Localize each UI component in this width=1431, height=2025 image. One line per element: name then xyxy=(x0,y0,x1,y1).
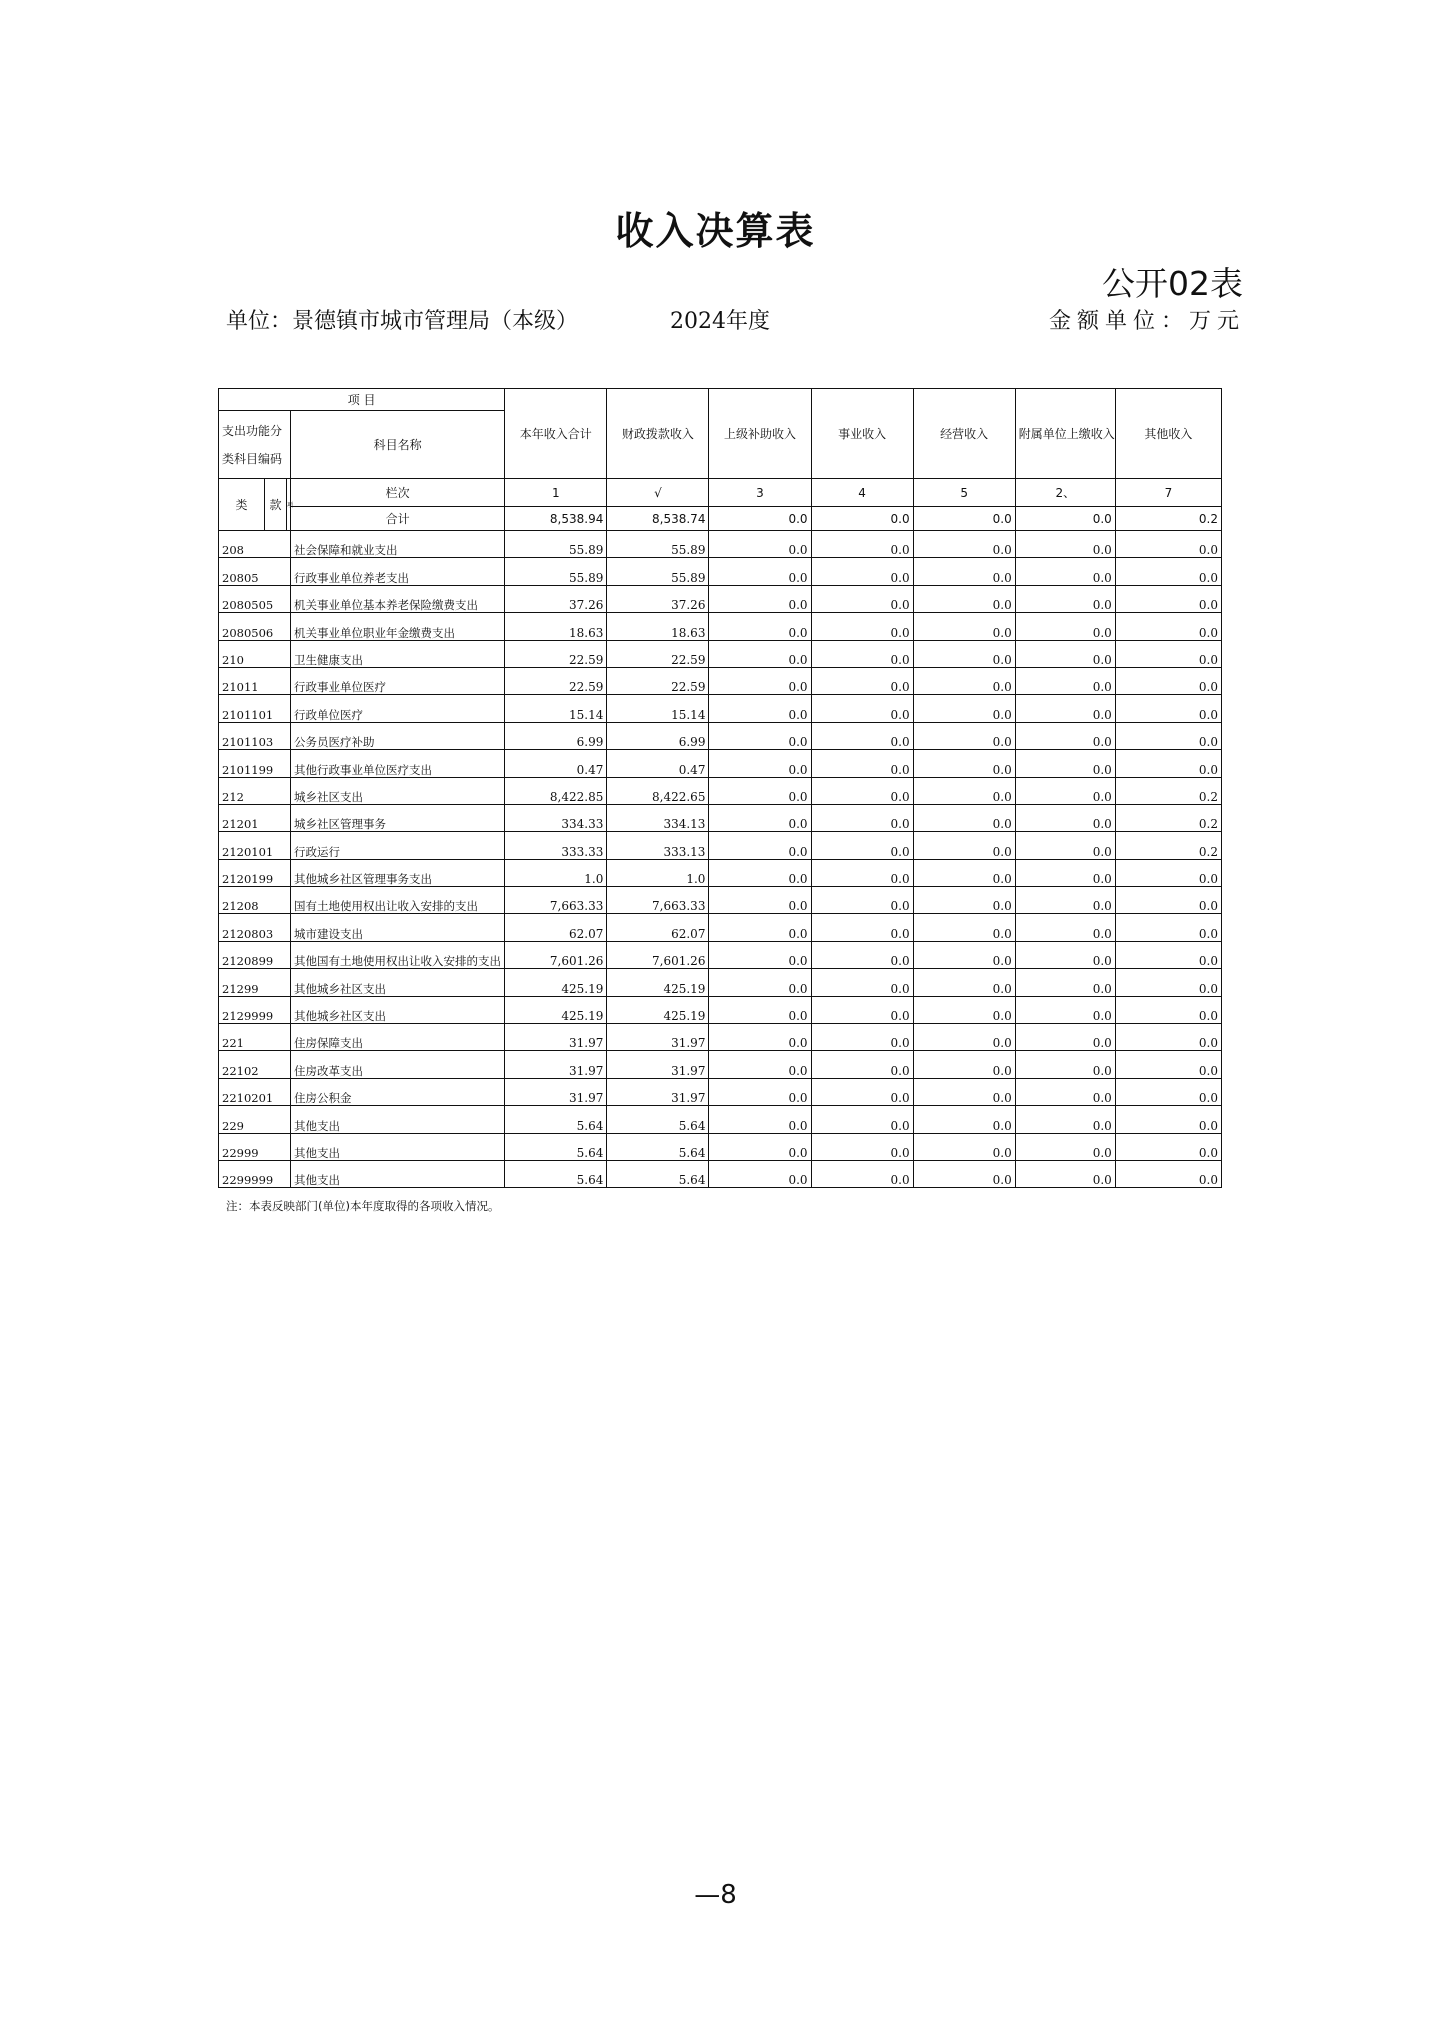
amount-cell: 0.0 xyxy=(913,941,1015,968)
subject-name: 行政事业单位医疗 xyxy=(291,667,505,694)
subject-code: 21011 xyxy=(219,667,291,694)
amount-cell: 0.0 xyxy=(811,558,913,585)
amount-cell: 0.0 xyxy=(709,750,811,777)
amount-cell: 0.0 xyxy=(913,640,1015,667)
total-value: 8,538.74 xyxy=(607,507,709,531)
lanci-num: √ xyxy=(607,479,709,507)
table-row xyxy=(219,832,1222,859)
amount-cell: 5.64 xyxy=(607,1160,709,1187)
total-value: 0.0 xyxy=(913,507,1015,531)
subject-code: 212 xyxy=(219,777,291,804)
amount-cell: 0.0 xyxy=(913,859,1015,886)
subject-code: 2120199 xyxy=(219,859,291,886)
amount-cell: 0.0 xyxy=(1115,969,1221,996)
amount-cell: 0.0 xyxy=(1015,1160,1115,1187)
subject-code: 22102 xyxy=(219,1051,291,1078)
table-row xyxy=(219,558,1222,585)
amount-cell: 1.0 xyxy=(607,859,709,886)
amount-cell: 62.07 xyxy=(607,914,709,941)
amount-cell: 0.0 xyxy=(1115,1024,1221,1051)
subject-name: 卫生健康支出 xyxy=(291,640,505,667)
amount-cell: 0.0 xyxy=(1115,914,1221,941)
amount-cell: 5.64 xyxy=(607,1106,709,1133)
amount-cell: 22.59 xyxy=(607,640,709,667)
table-row xyxy=(219,695,1222,722)
amount-cell: 0.0 xyxy=(1115,1160,1221,1187)
amount-cell: 0.0 xyxy=(709,887,811,914)
amount-cell: 0.0 xyxy=(1015,1024,1115,1051)
subject-name: 社会保障和就业支出 xyxy=(291,531,505,558)
amount-cell: 0.0 xyxy=(709,914,811,941)
table-row xyxy=(219,722,1222,749)
col-header: 事业收入 xyxy=(811,389,913,479)
amount-cell: 0.0 xyxy=(1015,941,1115,968)
amount-cell: 0.0 xyxy=(913,1024,1015,1051)
xiang-header: 项 xyxy=(287,479,291,531)
amount-cell: 0.0 xyxy=(1115,695,1221,722)
amount-cell: 334.13 xyxy=(607,804,709,831)
amount-cell: 0.0 xyxy=(1015,1106,1115,1133)
amount-cell: 6.99 xyxy=(505,722,607,749)
table-row xyxy=(219,585,1222,612)
amount-cell: 31.97 xyxy=(505,1051,607,1078)
amount-cell: 0.0 xyxy=(811,777,913,804)
amount-cell: 7,663.33 xyxy=(505,887,607,914)
amount-cell: 0.0 xyxy=(913,750,1015,777)
amount-cell: 0.0 xyxy=(913,667,1015,694)
amount-cell: 0.0 xyxy=(1015,613,1115,640)
page-number: —8 xyxy=(694,1880,737,1910)
amount-cell: 0.0 xyxy=(1115,558,1221,585)
amount-cell: 15.14 xyxy=(607,695,709,722)
amount-cell: 31.97 xyxy=(607,1024,709,1051)
amount-cell: 31.97 xyxy=(505,1078,607,1105)
subject-code: 2129999 xyxy=(219,996,291,1023)
subject-name: 公务员医疗补助 xyxy=(291,722,505,749)
amount-cell: 0.0 xyxy=(811,996,913,1023)
kuan-header: 款 xyxy=(265,479,287,531)
subject-code: 2080505 xyxy=(219,585,291,612)
subject-code: 210 xyxy=(219,640,291,667)
table-row xyxy=(219,1133,1222,1160)
subject-code: 2299999 xyxy=(219,1160,291,1187)
income-table xyxy=(218,388,1222,1188)
amount-cell: 0.0 xyxy=(811,531,913,558)
amount-cell: 0.0 xyxy=(1015,722,1115,749)
amount-cell: 0.0 xyxy=(1115,1051,1221,1078)
amount-cell: 0.0 xyxy=(913,1051,1015,1078)
money-unit-label: 金额单位：万元 xyxy=(1048,309,1245,334)
amount-cell: 425.19 xyxy=(607,969,709,996)
amount-cell: 37.26 xyxy=(505,585,607,612)
amount-cell: 0.0 xyxy=(811,859,913,886)
amount-cell: 0.0 xyxy=(1015,996,1115,1023)
subject-code: 2120101 xyxy=(219,832,291,859)
amount-cell: 0.0 xyxy=(1015,1078,1115,1105)
amount-cell: 0.0 xyxy=(1115,1133,1221,1160)
amount-cell: 0.0 xyxy=(1015,640,1115,667)
table-note: 注：本表反映部门(单位)本年度取得的各项收入情况。 xyxy=(226,1199,500,1213)
amount-cell: 0.0 xyxy=(811,667,913,694)
amount-cell: 0.0 xyxy=(709,1106,811,1133)
table-row xyxy=(219,1106,1222,1133)
lanci-num: 1 xyxy=(505,479,607,507)
amount-cell: 0.0 xyxy=(709,777,811,804)
subject-name: 其他支出 xyxy=(291,1160,505,1187)
amount-cell: 31.97 xyxy=(505,1024,607,1051)
subject-code: 221 xyxy=(219,1024,291,1051)
amount-cell: 0.0 xyxy=(913,1133,1015,1160)
amount-cell: 18.63 xyxy=(505,613,607,640)
amount-cell: 0.0 xyxy=(913,832,1015,859)
amount-cell: 0.0 xyxy=(709,613,811,640)
amount-cell: 0.0 xyxy=(811,1051,913,1078)
amount-cell: 0.0 xyxy=(913,585,1015,612)
lanci-num: 2、 xyxy=(1015,479,1115,507)
col-header: 其他收入 xyxy=(1115,389,1221,479)
table-row xyxy=(219,941,1222,968)
amount-cell: 0.0 xyxy=(811,914,913,941)
amount-cell: 0.0 xyxy=(709,859,811,886)
table-row xyxy=(219,1051,1222,1078)
subject-name: 其他行政事业单位医疗支出 xyxy=(291,750,505,777)
amount-cell: 0.0 xyxy=(1015,969,1115,996)
amount-cell: 0.0 xyxy=(709,941,811,968)
amount-cell: 8,422.65 xyxy=(607,777,709,804)
amount-cell: 31.97 xyxy=(607,1051,709,1078)
amount-cell: 0.0 xyxy=(1015,531,1115,558)
table-row xyxy=(219,777,1222,804)
subject-code: 2120899 xyxy=(219,941,291,968)
amount-cell: 0.0 xyxy=(913,531,1015,558)
amount-cell: 0.0 xyxy=(1015,859,1115,886)
table-row xyxy=(219,914,1222,941)
unit-label: 单位：景德镇市城市管理局（本级） xyxy=(226,309,579,334)
subject-code: 21208 xyxy=(219,887,291,914)
amount-cell: 0.0 xyxy=(1015,1133,1115,1160)
amount-cell: 22.59 xyxy=(505,640,607,667)
amount-cell: 0.0 xyxy=(913,1160,1015,1187)
col-header: 上级补助收入 xyxy=(709,389,811,479)
subject-name: 其他支出 xyxy=(291,1106,505,1133)
amount-cell: 0.0 xyxy=(1115,585,1221,612)
subject-code: 208 xyxy=(219,531,291,558)
subject-name: 城乡社区管理事务 xyxy=(291,804,505,831)
amount-cell: 0.0 xyxy=(1115,941,1221,968)
amount-cell: 55.89 xyxy=(505,531,607,558)
amount-cell: 0.0 xyxy=(709,1160,811,1187)
table-code: 公开02表 xyxy=(1102,264,1243,303)
amount-cell: 0.0 xyxy=(709,832,811,859)
amount-cell: 0.2 xyxy=(1115,777,1221,804)
amount-cell: 0.0 xyxy=(811,1078,913,1105)
amount-cell: 0.0 xyxy=(1015,585,1115,612)
subject-code: 2101199 xyxy=(219,750,291,777)
table-row xyxy=(219,859,1222,886)
amount-cell: 0.0 xyxy=(1115,667,1221,694)
table-row xyxy=(219,1024,1222,1051)
amount-cell: 0.0 xyxy=(913,914,1015,941)
amount-cell: 0.0 xyxy=(1015,558,1115,585)
total-value: 0.0 xyxy=(1015,507,1115,531)
lanci-num: 7 xyxy=(1115,479,1221,507)
amount-cell: 0.0 xyxy=(913,804,1015,831)
amount-cell: 0.0 xyxy=(811,695,913,722)
amount-cell: 0.0 xyxy=(709,640,811,667)
amount-cell: 0.0 xyxy=(709,558,811,585)
amount-cell: 0.0 xyxy=(913,887,1015,914)
subject-code: 2210201 xyxy=(219,1078,291,1105)
subject-name: 住房改革支出 xyxy=(291,1051,505,1078)
amount-cell: 0.0 xyxy=(1015,914,1115,941)
amount-cell: 0.0 xyxy=(1115,887,1221,914)
amount-cell: 0.0 xyxy=(913,613,1015,640)
lanci-num: 5 xyxy=(913,479,1015,507)
subject-name: 住房公积金 xyxy=(291,1078,505,1105)
amount-cell: 0.0 xyxy=(1115,1106,1221,1133)
lanci-num: 3 xyxy=(709,479,811,507)
page-title: 收入决算表 xyxy=(615,209,816,253)
table-row xyxy=(219,750,1222,777)
amount-cell: 0.0 xyxy=(709,1133,811,1160)
amount-cell: 0.0 xyxy=(1115,1078,1221,1105)
table-row xyxy=(219,667,1222,694)
subject-name: 机关事业单位基本养老保险缴费支出 xyxy=(291,585,505,612)
amount-cell: 0.0 xyxy=(913,777,1015,804)
amount-cell: 31.97 xyxy=(607,1078,709,1105)
amount-cell: 0.0 xyxy=(811,1133,913,1160)
amount-cell: 18.63 xyxy=(607,613,709,640)
amount-cell: 0.0 xyxy=(811,640,913,667)
subject-name: 行政运行 xyxy=(291,832,505,859)
amount-cell: 22.59 xyxy=(607,667,709,694)
subject-name-header: 科目名称 xyxy=(291,411,505,479)
subject-code: 229 xyxy=(219,1106,291,1133)
subject-code: 21201 xyxy=(219,804,291,831)
amount-cell: 0.0 xyxy=(1115,859,1221,886)
amount-cell: 0.0 xyxy=(1115,722,1221,749)
subject-code: 22999 xyxy=(219,1133,291,1160)
amount-cell: 0.0 xyxy=(709,1051,811,1078)
amount-cell: 0.0 xyxy=(709,804,811,831)
amount-cell: 0.0 xyxy=(709,585,811,612)
amount-cell: 0.0 xyxy=(811,722,913,749)
amount-cell: 8,422.85 xyxy=(505,777,607,804)
lanci-label: 栏次 xyxy=(291,479,505,507)
lei-header: 类 xyxy=(219,479,265,531)
amount-cell: 0.0 xyxy=(1115,613,1221,640)
amount-cell: 0.0 xyxy=(811,941,913,968)
amount-cell: 5.64 xyxy=(505,1133,607,1160)
amount-cell: 0.0 xyxy=(811,585,913,612)
amount-cell: 0.0 xyxy=(709,1078,811,1105)
total-label: 合计 xyxy=(291,507,505,531)
table-row xyxy=(219,804,1222,831)
amount-cell: 0.0 xyxy=(913,969,1015,996)
amount-cell: 0.0 xyxy=(913,1078,1015,1105)
amount-cell: 55.89 xyxy=(607,558,709,585)
amount-cell: 0.0 xyxy=(1115,750,1221,777)
amount-cell: 55.89 xyxy=(607,531,709,558)
amount-cell: 7,601.26 xyxy=(505,941,607,968)
amount-cell: 37.26 xyxy=(607,585,709,612)
amount-cell: 7,601.26 xyxy=(607,941,709,968)
amount-cell: 0.0 xyxy=(913,722,1015,749)
subject-name: 行政单位医疗 xyxy=(291,695,505,722)
subject-name: 机关事业单位职业年金缴费支出 xyxy=(291,613,505,640)
amount-cell: 6.99 xyxy=(607,722,709,749)
subject-code: 2101101 xyxy=(219,695,291,722)
subject-name: 其他城乡社区管理事务支出 xyxy=(291,859,505,886)
amount-cell: 0.0 xyxy=(1015,832,1115,859)
amount-cell: 0.0 xyxy=(913,695,1015,722)
amount-cell: 425.19 xyxy=(505,996,607,1023)
amount-cell: 0.0 xyxy=(1015,1051,1115,1078)
subject-name: 城乡社区支出 xyxy=(291,777,505,804)
amount-cell: 0.0 xyxy=(1015,887,1115,914)
amount-cell: 0.0 xyxy=(811,887,913,914)
table-row xyxy=(219,969,1222,996)
amount-cell: 333.33 xyxy=(505,832,607,859)
table-row xyxy=(219,640,1222,667)
year-label: 2024年度 xyxy=(670,309,770,334)
amount-cell: 0.0 xyxy=(1015,804,1115,831)
table-row xyxy=(219,887,1222,914)
amount-cell: 0.0 xyxy=(913,1106,1015,1133)
col-header: 经营收入 xyxy=(913,389,1015,479)
amount-cell: 0.0 xyxy=(1015,667,1115,694)
amount-cell: 0.0 xyxy=(709,667,811,694)
total-value: 0.2 xyxy=(1115,507,1221,531)
amount-cell: 15.14 xyxy=(505,695,607,722)
amount-cell: 0.0 xyxy=(811,804,913,831)
subject-code: 20805 xyxy=(219,558,291,585)
func-class-header: 支出功能分类科目编码 xyxy=(219,411,291,479)
amount-cell: 0.0 xyxy=(811,1160,913,1187)
subject-code: 2120803 xyxy=(219,914,291,941)
subject-name: 行政事业单位养老支出 xyxy=(291,558,505,585)
amount-cell: 0.0 xyxy=(709,531,811,558)
amount-cell: 62.07 xyxy=(505,914,607,941)
amount-cell: 0.47 xyxy=(505,750,607,777)
amount-cell: 5.64 xyxy=(505,1106,607,1133)
amount-cell: 0.0 xyxy=(1015,777,1115,804)
amount-cell: 0.0 xyxy=(709,996,811,1023)
amount-cell: 0.2 xyxy=(1115,804,1221,831)
total-value: 8,538.94 xyxy=(505,507,607,531)
amount-cell: 0.0 xyxy=(811,613,913,640)
lanci-num: 4 xyxy=(811,479,913,507)
amount-cell: 0.47 xyxy=(607,750,709,777)
amount-cell: 22.59 xyxy=(505,667,607,694)
total-value: 0.0 xyxy=(811,507,913,531)
subject-code: 2080506 xyxy=(219,613,291,640)
amount-cell: 0.0 xyxy=(709,1024,811,1051)
subject-name: 城市建设支出 xyxy=(291,914,505,941)
table-row xyxy=(219,531,1222,558)
amount-cell: 1.0 xyxy=(505,859,607,886)
subject-name: 其他城乡社区支出 xyxy=(291,969,505,996)
total-value: 0.0 xyxy=(709,507,811,531)
table-row xyxy=(219,1078,1222,1105)
amount-cell: 55.89 xyxy=(505,558,607,585)
amount-cell: 425.19 xyxy=(505,969,607,996)
amount-cell: 0.0 xyxy=(1115,531,1221,558)
subject-name: 其他国有土地使用权出让收入安排的支出 xyxy=(291,941,505,968)
col-header: 本年收入合计 xyxy=(505,389,607,479)
amount-cell: 0.0 xyxy=(913,996,1015,1023)
project-header: 项 目 xyxy=(219,389,505,411)
subject-name: 住房保障支出 xyxy=(291,1024,505,1051)
subject-name: 其他城乡社区支出 xyxy=(291,996,505,1023)
amount-cell: 0.2 xyxy=(1115,832,1221,859)
amount-cell: 5.64 xyxy=(505,1160,607,1187)
amount-cell: 0.0 xyxy=(709,695,811,722)
subject-name: 国有土地使用权出让收入安排的支出 xyxy=(291,887,505,914)
amount-cell: 0.0 xyxy=(709,722,811,749)
table-row xyxy=(219,1160,1222,1187)
table-row xyxy=(219,996,1222,1023)
subject-code: 21299 xyxy=(219,969,291,996)
amount-cell: 0.0 xyxy=(811,832,913,859)
amount-cell: 0.0 xyxy=(811,1024,913,1051)
amount-cell: 0.0 xyxy=(709,969,811,996)
table-row xyxy=(219,613,1222,640)
amount-cell: 0.0 xyxy=(1115,996,1221,1023)
subject-name: 其他支出 xyxy=(291,1133,505,1160)
amount-cell: 425.19 xyxy=(607,996,709,1023)
amount-cell: 333.13 xyxy=(607,832,709,859)
col-header: 财政拨款收入 xyxy=(607,389,709,479)
amount-cell: 0.0 xyxy=(811,1106,913,1133)
col-header: 附属单位上缴收入 xyxy=(1015,389,1115,479)
amount-cell: 0.0 xyxy=(1015,750,1115,777)
amount-cell: 5.64 xyxy=(607,1133,709,1160)
subject-code: 2101103 xyxy=(219,722,291,749)
amount-cell: 0.0 xyxy=(811,750,913,777)
amount-cell: 0.0 xyxy=(913,558,1015,585)
amount-cell: 334.33 xyxy=(505,804,607,831)
amount-cell: 0.0 xyxy=(1115,640,1221,667)
amount-cell: 0.0 xyxy=(811,969,913,996)
amount-cell: 7,663.33 xyxy=(607,887,709,914)
amount-cell: 0.0 xyxy=(1015,695,1115,722)
